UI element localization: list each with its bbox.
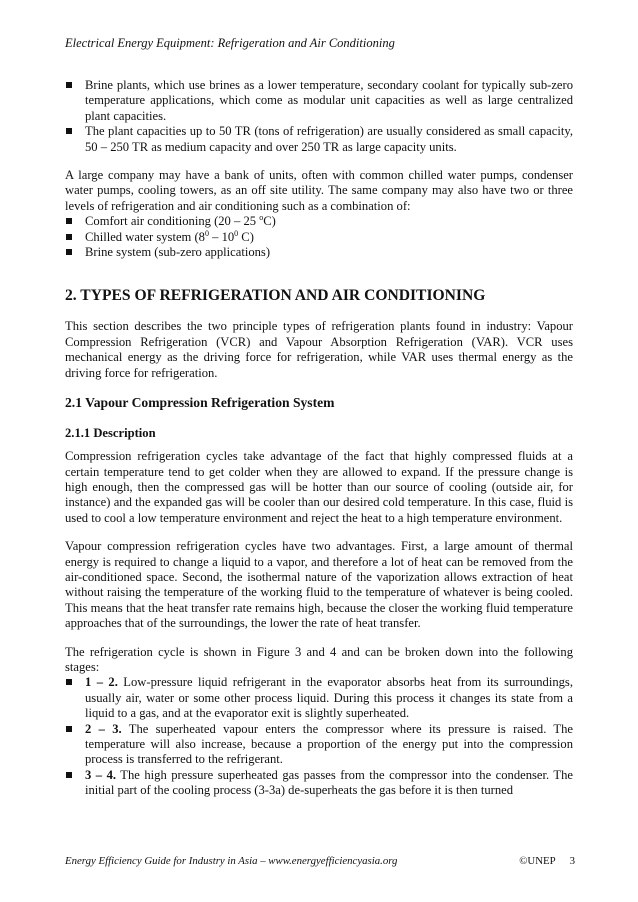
section-intro: This section describes the two principle types of refrigeration plants found in industry: Vapour Compression Refrigeration (VCR) and Vapour Absorption Refrigeration (VAR). VCR uses mechanical energy as the driving force for refrigeration, while VAR uses thermal energy as the driving force for refrigeration. [65, 319, 573, 380]
list-item [65, 78, 573, 124]
page-number: 3 [569, 855, 575, 867]
list-item [65, 722, 573, 768]
stage-text: Low-pressure liquid refrigerant in the evaporator absorbs heat from its surroundings, usually air, water or some other process liquid. During this process it changes its state from a liquid to a gas, and at the evaporator exit is slightly superheated. [85, 675, 573, 721]
degree-superscript: 0 [234, 228, 239, 238]
square-bullet-icon [66, 218, 72, 224]
brine-text: Brine system (sub-zero applications) [85, 245, 271, 260]
comfort-unit: C) [263, 214, 276, 229]
subsubsection-heading: 2.1.1 Description [65, 426, 156, 441]
page-content [65, 78, 573, 799]
plant-type-list [65, 78, 573, 155]
list-item [65, 230, 573, 245]
bullet-text: Brine plants, which use brines as a lower temperature, secondary coolant for typically sub-zero temperature applications, which come as modular unit capacities as well as large centralized plant capacities. [85, 78, 573, 123]
stage-text: The high pressure superheated gas passes from the compressor into the condenser. The initial part of the cooling process (3-3a) de-superheats the gas before it is then turned [85, 767, 573, 798]
subsection-heading: 2.1 Vapour Compression Refrigeration System [65, 395, 335, 411]
chilled-unit: C) [238, 229, 254, 244]
list-item [65, 124, 573, 155]
bullet-text: The plant capacities up to 50 TR (tons of refrigeration) are usually considered as small capacity, 50 – 250 TR as medium capacity and over 250 TR as large capacity units. [85, 124, 573, 154]
running-header: Electrical Energy Equipment: Refrigeration and Air Conditioning [65, 36, 395, 50]
square-bullet-icon [66, 726, 72, 732]
footer-right [519, 855, 575, 867]
square-bullet-icon [66, 128, 72, 134]
square-bullet-icon [66, 772, 72, 778]
degree-superscript: o [259, 213, 264, 223]
footer-source: Energy Efficiency Guide for Industry in Asia – www.energyefficiencyasia.org [65, 855, 398, 867]
stage-number: 3 – 4. [85, 767, 117, 782]
combination-list [65, 214, 573, 260]
list-item [65, 214, 573, 229]
stages-list [65, 675, 573, 798]
cycle-paragraph: The refrigeration cycle is shown in Figure 3 and 4 and can be broken down into the following stages: [65, 644, 573, 674]
stage-number: 1 – 2. [85, 675, 118, 690]
copyright-notice: ©UNEP [519, 855, 556, 867]
section-heading: 2. TYPES OF REFRIGERATION AND AIR CONDITIONING [65, 287, 486, 305]
chilled-range: – 10 [208, 229, 235, 244]
list-item [65, 675, 573, 721]
square-bullet-icon [66, 679, 72, 685]
chilled-text: Chilled water system (8 [85, 229, 205, 244]
degree-superscript: 0 [204, 228, 209, 238]
page-footer [65, 855, 575, 867]
description-paragraph: Compression refrigeration cycles take advantage of the fact that highly compressed fluids at a certain temperature tend to get colder when they are allowed to expand. If the pressure change is high enough, then the compressed gas will be hotter than our source of cooling (outside air, for instance) and the expanded gas will be cooler than our desired cold temperature. In this case, fluid is used to cool a low temperature environment and reject the heat to a high temperature environment. [65, 449, 573, 525]
square-bullet-icon [66, 249, 72, 255]
list-item [65, 245, 573, 260]
company-paragraph: A large company may have a bank of units, often with common chilled water pumps, condenser water pumps, cooling towers, as an off site utility. The same company may also have two or three levels of refrigeration and air conditioning such as a combination of: [65, 168, 573, 213]
comfort-text: Comfort air conditioning (20 – 25 [85, 214, 260, 229]
advantages-paragraph: Vapour compression refrigeration cycles have two advantages. First, a large amount of thermal energy is required to change a liquid to a vapor, and therefore a lot of heat can be removed from the air-conditioned space. Second, the isothermal nature of the vaporization allows extraction of heat without raising the temperature of the working fluid to the temperature of whatever is being cooled. This means that the heat transfer rate remains high, because the closer the working fluid temperature approaches that of the surroundings, the lower the rate of heat transfer. [65, 539, 573, 631]
list-item [65, 768, 573, 799]
square-bullet-icon [66, 234, 72, 240]
stage-text: The superheated vapour enters the compressor where its pressure is raised. The temperature will also increase, because a proportion of the energy put into the compression process is transferred to the refrigerant. [85, 721, 574, 767]
stage-number: 2 – 3. [85, 721, 122, 736]
square-bullet-icon [66, 82, 72, 88]
